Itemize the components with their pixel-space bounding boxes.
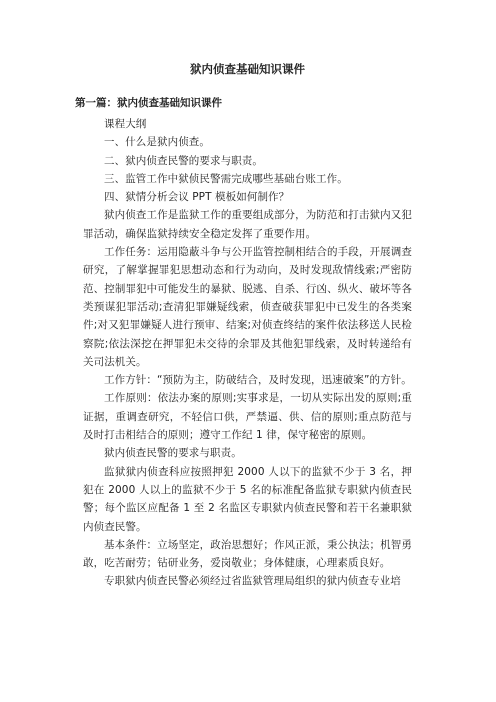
paragraph-staffing: 监狱狱内侦查科应按照押犯 2000 人以下的监狱不少于 3 名，押犯在 2000 人以上的监狱不少于 5 名的标准配备监狱专职狱内侦查民警；每个监区应配备 1 至 2 名监区专职狱内侦查民警和若干名兼职狱内侦查民警。 xyxy=(83,465,412,533)
paragraph-work-principles: 工作原则：依法办案的原则;实事求是，一切从实际出发的原则;重证据，重调查研究，不轻信口供，严禁逼、供、信的原则;重点防范与及时打击相结合的原则；遵守工作纪 1 律，保守秘密的原则。 xyxy=(83,392,412,442)
chapter-title: 第一篇：狱内侦查基础知识课件 xyxy=(75,97,222,109)
document-title: 狱内侦查基础知识课件 xyxy=(190,62,305,76)
paragraph-outline-item-3: 三、监管工作中狱侦民警需完成哪些基础台账工作。 xyxy=(104,172,348,185)
paragraph-course-outline: 课程大纲 xyxy=(104,118,147,130)
paragraph-outline-item-1: 一、什么是狱内侦查。 xyxy=(104,136,210,149)
paragraph-basic-conditions: 基本条件：立场坚定，政治思想好；作风正派，秉公执法；机智勇敢，吃苦耐劳；钻研业务，爱岗敬业；身体健康，心理素质良好。 xyxy=(83,538,412,570)
paragraph-work-tasks: 工作任务：运用隐蔽斗争与公开监管控制相结合的手段，开展调查研究，了解掌握罪犯思想动态和行为动向，及时发现敌情线索;严密防范、控制罪犯中可能发生的暴狱、脱逃、自杀、行凶、纵火、破坏等各类预谋犯罪活动;查清犯罪嫌疑线索，侦查破获罪犯中已发生的各类案件;对又犯罪嫌疑人进行预审、结案;对侦查终结的案件依法移送人民检察院;依法深挖在押罪犯未交待的余罪及其他犯罪线索，及时转递给有关司法机关。 xyxy=(83,246,412,368)
paragraph-outline-item-4: 四、狱情分析会议 PPT 模板如何制作？ xyxy=(104,191,290,204)
paragraph-work-policy: 工作方针：“预防为主，防破结合，及时发现，迅速破案”的方针。 xyxy=(104,374,412,387)
paragraph-training: 专职狱内侦查民警必须经过省监狱管理局组织的狱内侦查专业培 xyxy=(104,575,401,588)
paragraph-outline-item-2: 二、狱内侦查民警的要求与职责。 xyxy=(104,154,263,167)
paragraph-intro: 狱内侦查工作是监狱工作的重要组成部分，为防范和打击狱内又犯罪活动，确保监狱持续安全稳定发挥了重要作用。 xyxy=(83,209,412,240)
paragraph-section-heading: 狱内侦查民警的要求与职责。 xyxy=(104,447,242,460)
